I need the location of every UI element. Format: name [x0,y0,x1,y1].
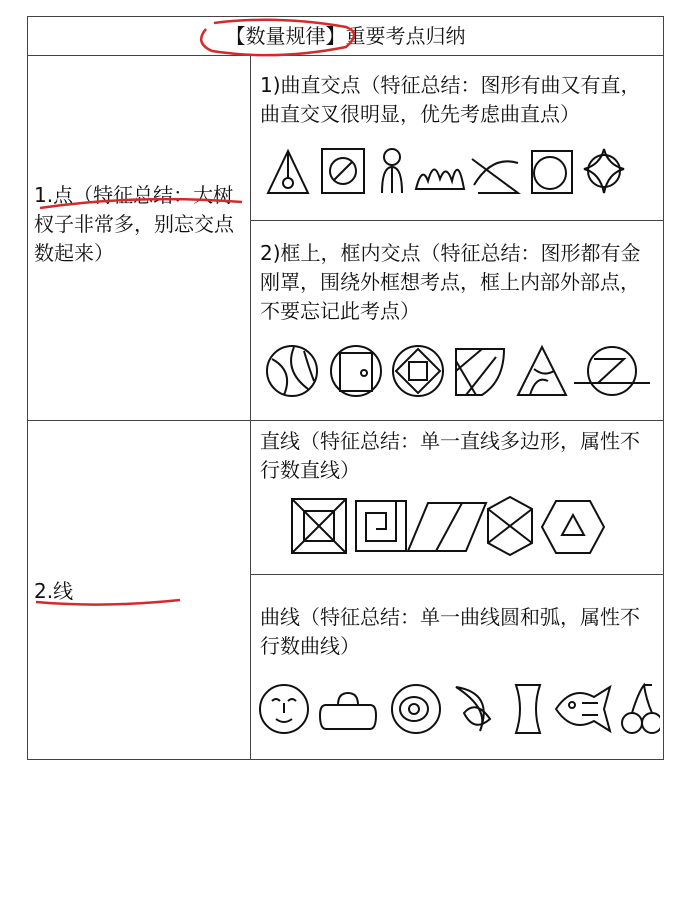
circle-over-square-icon [532,151,572,193]
parallelogram-icon [408,503,486,551]
column-divider [250,55,251,759]
circle-on-arch-icon [382,149,402,193]
curve-crossing-lines-icon [472,159,518,193]
cherries-icon [622,685,660,733]
table-title: 【数量规律】重要考点归纳 [225,24,466,48]
circle-with-diamond-icon [393,346,443,396]
circle-with-z-icon [574,347,650,395]
section-label-points: 1.点（特征总结：大树杈子非常多，别忘交点数起来） [34,183,234,265]
row-divider-2 [28,420,663,421]
triangle-with-circle-icon [268,151,308,193]
wavy-mountain-icon [416,169,464,189]
bone-shape-icon [516,685,540,733]
lined-shield-icon [456,349,504,395]
subsection-label-curved-lines: 曲线（特征总结：单一曲线圆和弧，属性不行数曲线） [260,605,640,658]
subsection-label-straight-lines: 直线（特征总结：单一直线多边形，属性不行数直线） [260,429,640,482]
crossed-square-icon [292,499,346,553]
slashed-circle-in-square-icon [322,149,364,193]
four-arc-star-icon [584,149,624,193]
crossed-hexagon-icon [488,497,532,555]
figure-row-curved-lines [256,679,660,737]
row-divider-3 [250,574,663,575]
spiral-circle-icon [392,685,440,733]
circle-with-door-icon [331,346,381,396]
table-title-row [28,17,663,56]
fish-icon [556,687,610,731]
handbag-icon [320,693,376,729]
smiley-face-icon [260,685,308,733]
spiral-square-icon [356,501,406,551]
figure-row-frame-points [264,341,654,401]
crescent-shapes-icon [456,687,490,731]
rules-table [27,16,664,760]
circle-with-arcs-icon [267,346,317,396]
section-label-lines: 2.线 [34,579,74,603]
subsection-label-frame-points: 2)框上，框内交点（特征总结：图形都有金刚罩，围绕外框想考点，框上内部外部点，不要忘记此考点） [260,241,641,323]
hexagon-triangle-icon [542,501,604,553]
subsection-label-curve-straight: 1)曲直交点（特征总结：图形有曲又有直，曲直交叉很明显，优先考虑曲直点） [260,73,641,126]
figure-row-curve-straight [264,145,644,201]
triangle-with-arcs-icon [518,347,566,395]
figure-row-straight-lines [290,495,610,557]
row-divider-1 [250,220,663,221]
